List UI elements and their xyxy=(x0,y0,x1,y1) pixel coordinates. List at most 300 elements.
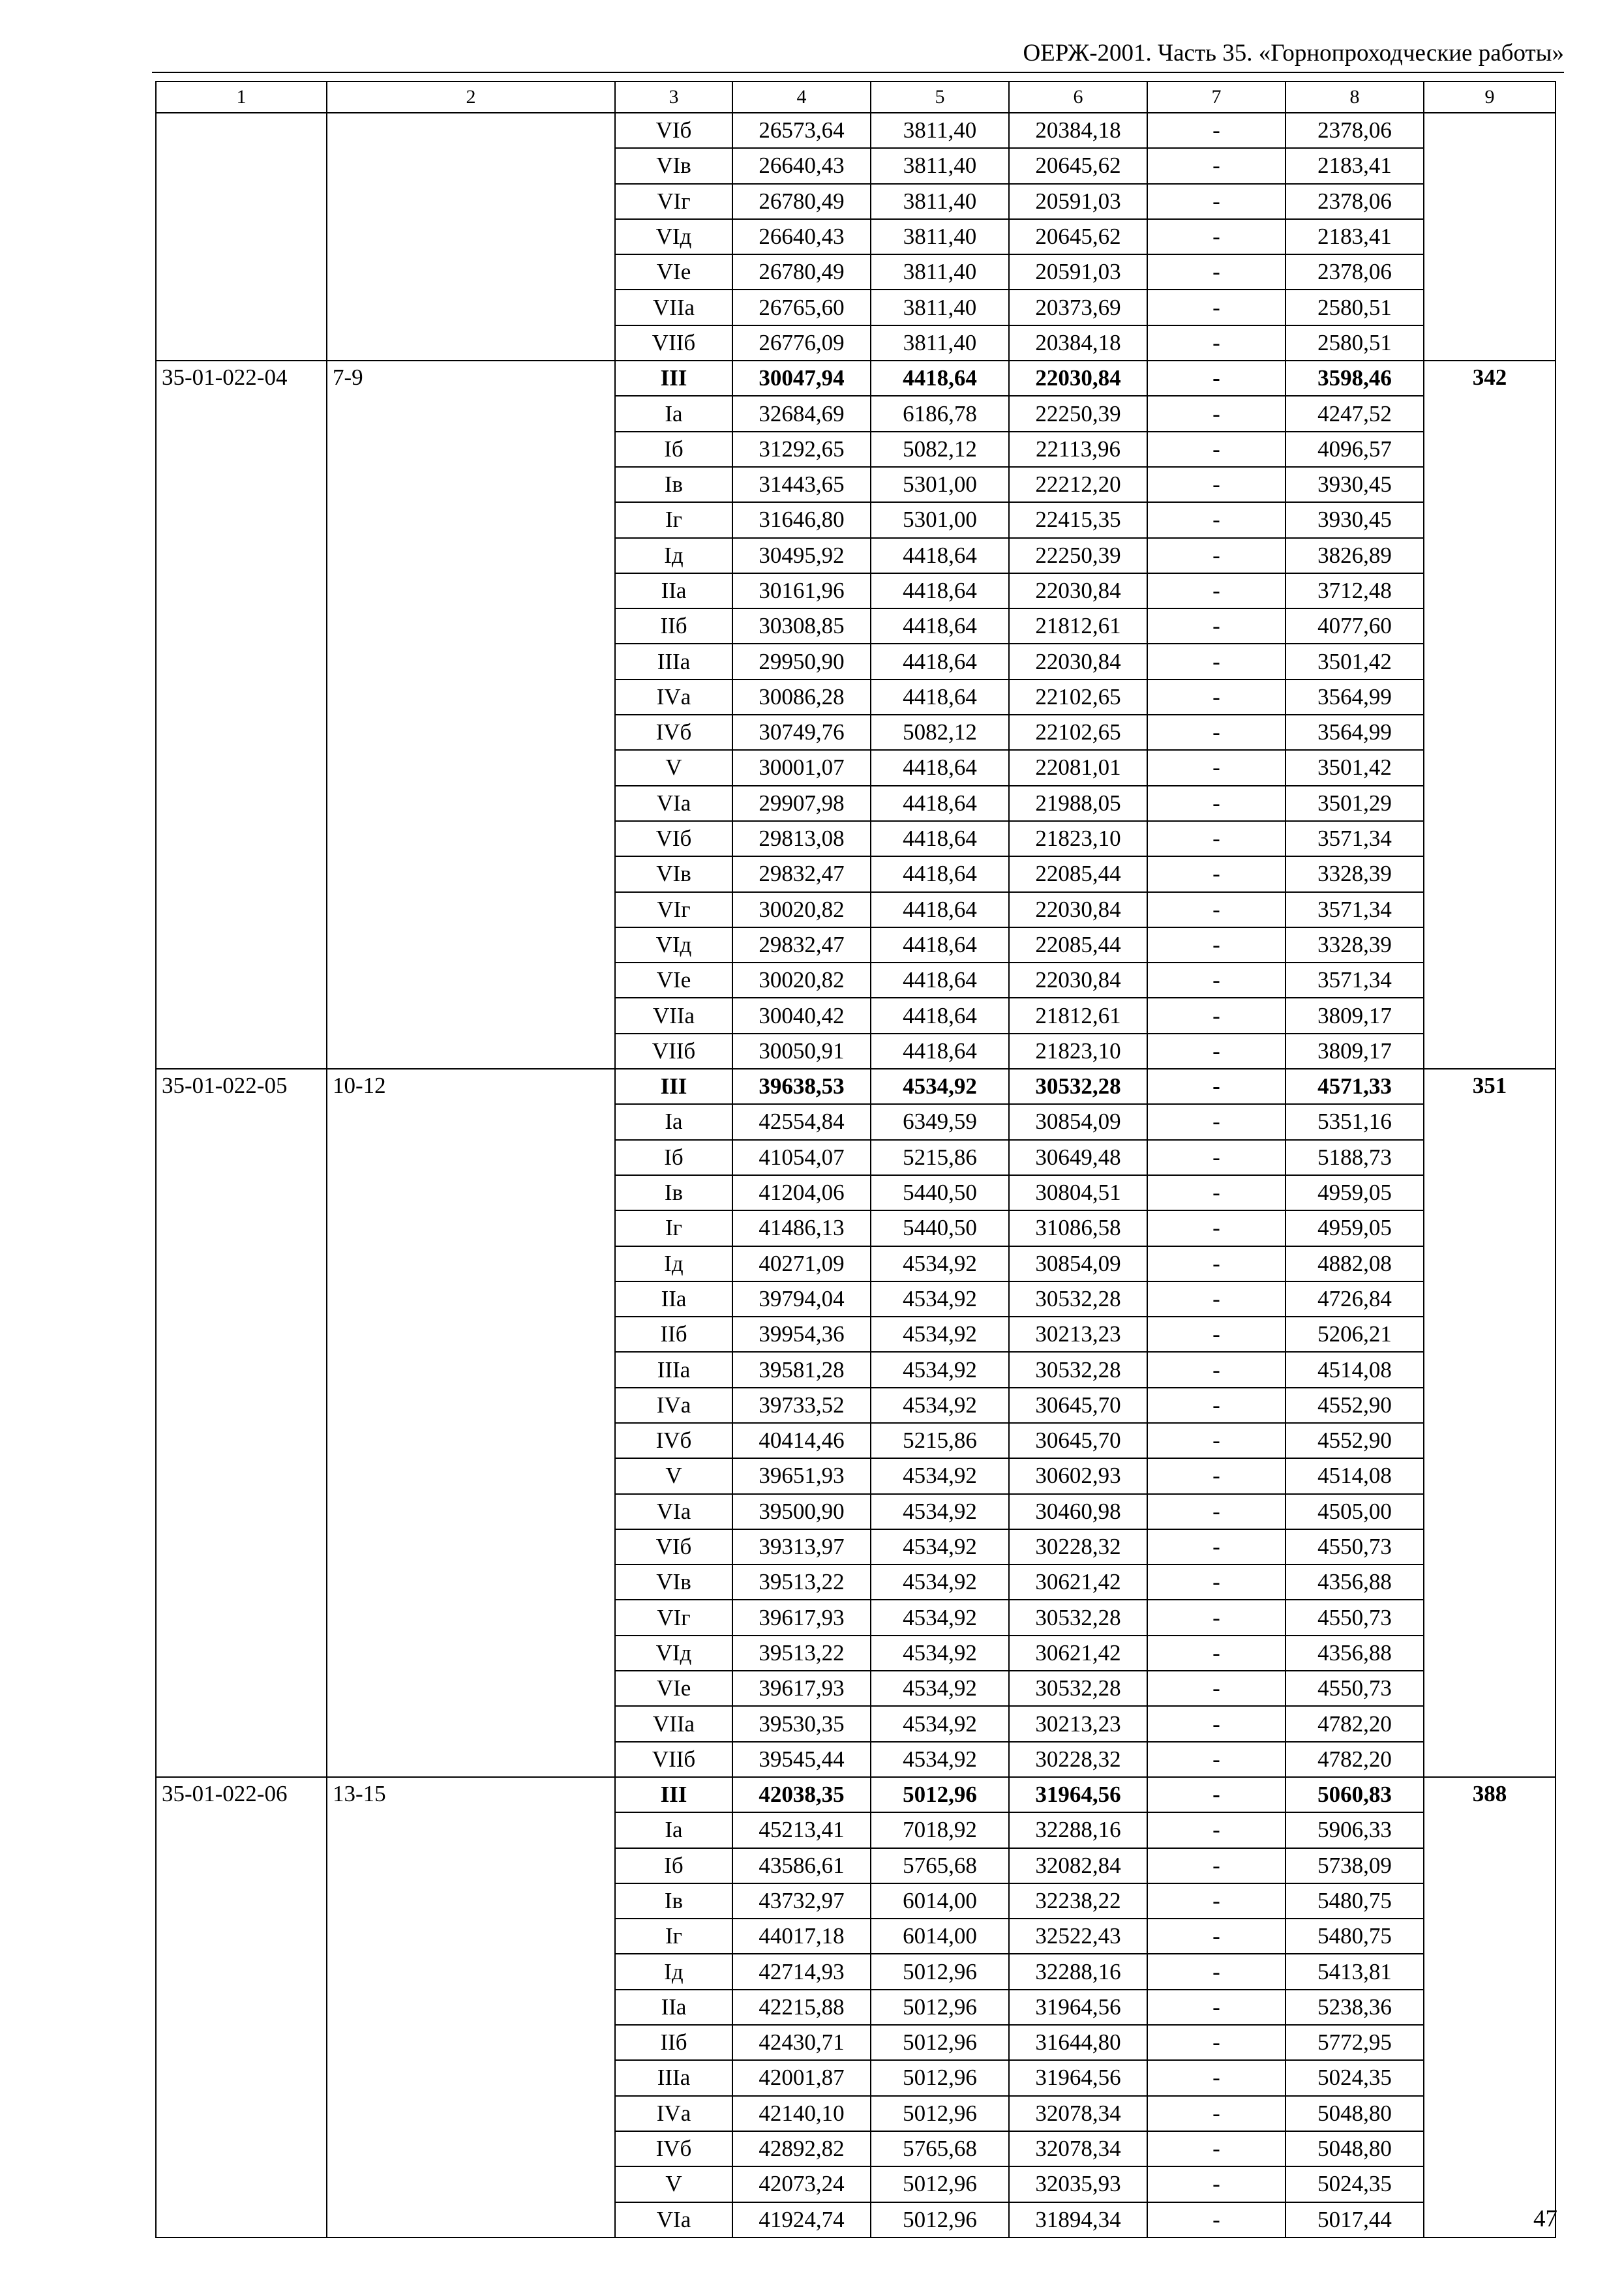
wage-cell: 5012,96 xyxy=(871,1777,1009,1812)
machine-cost-cell: 32288,16 xyxy=(1009,1954,1147,1989)
total-cost-cell: 39530,35 xyxy=(732,1706,871,1741)
zone-cell: VIIа xyxy=(615,290,732,325)
zone-cell: Iа xyxy=(615,396,732,431)
zone-cell: IIб xyxy=(615,2025,732,2060)
total-cost-cell: 42140,10 xyxy=(732,2096,871,2131)
zone-cell: VIб xyxy=(615,1529,732,1564)
wage-cell: 7018,92 xyxy=(871,1812,1009,1848)
zone-cell: VIд xyxy=(615,1636,732,1671)
wage-cell: 5765,68 xyxy=(871,1848,1009,1883)
labor-cell: 4514,08 xyxy=(1286,1352,1424,1387)
machine-cost-cell: 22030,84 xyxy=(1009,892,1147,927)
material-cost-cell: - xyxy=(1147,1564,1286,1600)
zone-cell: IVа xyxy=(615,2096,732,2131)
labor-cell: 3598,46 xyxy=(1286,361,1424,396)
machine-cost-cell: 20591,03 xyxy=(1009,254,1147,290)
labor-cell: 4077,60 xyxy=(1286,608,1424,644)
zone-cell: VIе xyxy=(615,254,732,290)
labor-cell: 5238,36 xyxy=(1286,1990,1424,2025)
zone-cell: IIIа xyxy=(615,644,732,679)
labor-cell: 3809,17 xyxy=(1286,1034,1424,1069)
labor-cell: 3930,45 xyxy=(1286,502,1424,537)
material-cost-cell: - xyxy=(1147,1812,1286,1848)
wage-cell: 4418,64 xyxy=(871,892,1009,927)
norm-code-cell xyxy=(156,113,327,361)
material-cost-cell: - xyxy=(1147,538,1286,573)
material-cost-cell: - xyxy=(1147,927,1286,963)
labor-cell: 5206,21 xyxy=(1286,1317,1424,1352)
zone-cell: IIб xyxy=(615,608,732,644)
material-cost-cell: - xyxy=(1147,2166,1286,2202)
column-number: 5 xyxy=(871,82,1009,113)
total-cost-cell: 45213,41 xyxy=(732,1812,871,1848)
total-cost-cell: 29950,90 xyxy=(732,644,871,679)
total-cost-cell: 39500,90 xyxy=(732,1494,871,1529)
machine-cost-cell: 21823,10 xyxy=(1009,821,1147,856)
page-header-title: ОЕРЖ-2001. Часть 35. «Горнопроходческие работы» xyxy=(1023,40,1564,67)
wage-cell: 3811,40 xyxy=(871,254,1009,290)
total-cost-cell: 39513,22 xyxy=(732,1636,871,1671)
labor-cell: 5048,80 xyxy=(1286,2131,1424,2166)
machine-cost-cell: 20373,69 xyxy=(1009,290,1147,325)
material-cost-cell: - xyxy=(1147,2025,1286,2060)
total-cost-cell: 31292,65 xyxy=(732,432,871,467)
total-cost-cell: 42714,93 xyxy=(732,1954,871,1989)
labor-cell: 3809,17 xyxy=(1286,998,1424,1033)
zone-cell: VIв xyxy=(615,856,732,891)
zone-cell: VIIа xyxy=(615,998,732,1033)
wage-cell: 6186,78 xyxy=(871,396,1009,431)
wage-cell: 3811,40 xyxy=(871,219,1009,254)
labor-cell: 4726,84 xyxy=(1286,1281,1424,1317)
machine-cost-cell: 22081,01 xyxy=(1009,750,1147,785)
zone-cell: VIа xyxy=(615,2202,732,2237)
total-cost-cell: 26765,60 xyxy=(732,290,871,325)
machine-cost-cell: 32035,93 xyxy=(1009,2166,1147,2202)
wage-cell: 5215,86 xyxy=(871,1423,1009,1458)
labor-cell: 3571,34 xyxy=(1286,963,1424,998)
machine-cost-cell: 22102,65 xyxy=(1009,715,1147,750)
zone-cell: IVб xyxy=(615,715,732,750)
wage-cell: 5012,96 xyxy=(871,2060,1009,2095)
machine-cost-cell: 30649,48 xyxy=(1009,1140,1147,1175)
wage-cell: 4418,64 xyxy=(871,856,1009,891)
machine-cost-cell: 22113,96 xyxy=(1009,432,1147,467)
material-cost-cell: - xyxy=(1147,644,1286,679)
zone-cell: VIб xyxy=(615,821,732,856)
machine-cost-cell: 22085,44 xyxy=(1009,856,1147,891)
labor-cell: 4882,08 xyxy=(1286,1246,1424,1281)
total-cost-cell: 29907,98 xyxy=(732,786,871,821)
total-cost-cell: 43586,61 xyxy=(732,1848,871,1883)
wage-cell: 4418,64 xyxy=(871,1034,1009,1069)
zone-cell: VIе xyxy=(615,963,732,998)
total-cost-cell: 42554,84 xyxy=(732,1104,871,1139)
material-cost-cell: - xyxy=(1147,502,1286,537)
wage-cell: 5440,50 xyxy=(871,1210,1009,1246)
zone-cell: VIа xyxy=(615,1494,732,1529)
column-9-cell: 388 xyxy=(1424,1777,1556,2237)
machine-cost-cell: 32078,34 xyxy=(1009,2096,1147,2131)
material-cost-cell: - xyxy=(1147,998,1286,1033)
labor-cell: 5413,81 xyxy=(1286,1954,1424,1989)
zone-cell: VIд xyxy=(615,219,732,254)
header-rule xyxy=(152,72,1564,73)
machine-cost-cell: 32238,22 xyxy=(1009,1883,1147,1919)
machine-cost-cell: 20645,62 xyxy=(1009,219,1147,254)
machine-cost-cell: 21812,61 xyxy=(1009,608,1147,644)
wage-cell: 5012,96 xyxy=(871,2166,1009,2202)
wage-cell: 4418,64 xyxy=(871,644,1009,679)
total-cost-cell: 39794,04 xyxy=(732,1281,871,1317)
machine-cost-cell: 30645,70 xyxy=(1009,1388,1147,1423)
machine-cost-cell: 20384,18 xyxy=(1009,113,1147,148)
material-cost-cell: - xyxy=(1147,1494,1286,1529)
total-cost-cell: 39513,22 xyxy=(732,1564,871,1600)
total-cost-cell: 39651,93 xyxy=(732,1458,871,1493)
labor-cell: 3501,42 xyxy=(1286,750,1424,785)
labor-cell: 4959,05 xyxy=(1286,1210,1424,1246)
wage-cell: 4534,92 xyxy=(871,1564,1009,1600)
machine-cost-cell: 32522,43 xyxy=(1009,1919,1147,1954)
material-cost-cell: - xyxy=(1147,680,1286,715)
labor-cell: 3712,48 xyxy=(1286,573,1424,608)
wage-cell: 6014,00 xyxy=(871,1919,1009,1954)
wage-cell: 4534,92 xyxy=(871,1494,1009,1529)
wage-cell: 5440,50 xyxy=(871,1175,1009,1210)
total-cost-cell: 26640,43 xyxy=(732,219,871,254)
machine-cost-cell: 30645,70 xyxy=(1009,1423,1147,1458)
zone-cell: Iд xyxy=(615,1954,732,1989)
total-cost-cell: 30749,76 xyxy=(732,715,871,750)
zone-cell: VIIа xyxy=(615,1706,732,1741)
machine-cost-cell: 30854,09 xyxy=(1009,1246,1147,1281)
zone-cell: III xyxy=(615,1069,732,1104)
wage-cell: 5012,96 xyxy=(871,2025,1009,2060)
labor-cell: 4247,52 xyxy=(1286,396,1424,431)
total-cost-cell: 29813,08 xyxy=(732,821,871,856)
material-cost-cell: - xyxy=(1147,219,1286,254)
wage-cell: 4534,92 xyxy=(871,1706,1009,1741)
machine-cost-cell: 31644,80 xyxy=(1009,2025,1147,2060)
total-cost-cell: 31646,80 xyxy=(732,502,871,537)
total-cost-cell: 39617,93 xyxy=(732,1600,871,1635)
wage-cell: 3811,40 xyxy=(871,113,1009,148)
zone-cell: Iа xyxy=(615,1104,732,1139)
material-cost-cell: - xyxy=(1147,184,1286,219)
wage-cell: 4534,92 xyxy=(871,1388,1009,1423)
material-cost-cell: - xyxy=(1147,786,1286,821)
zone-cell: VIIб xyxy=(615,1034,732,1069)
machine-cost-cell: 22030,84 xyxy=(1009,361,1147,396)
machine-cost-cell: 22415,35 xyxy=(1009,502,1147,537)
labor-cell: 5351,16 xyxy=(1286,1104,1424,1139)
labor-cell: 5017,44 xyxy=(1286,2202,1424,2237)
machine-cost-cell: 31964,56 xyxy=(1009,2060,1147,2095)
labor-cell: 2378,06 xyxy=(1286,113,1424,148)
total-cost-cell: 39581,28 xyxy=(732,1352,871,1387)
material-cost-cell: - xyxy=(1147,1175,1286,1210)
labor-cell: 5188,73 xyxy=(1286,1140,1424,1175)
zone-cell: Iд xyxy=(615,1246,732,1281)
column-number-row xyxy=(156,82,1556,113)
material-cost-cell: - xyxy=(1147,432,1286,467)
material-cost-cell: - xyxy=(1147,1636,1286,1671)
labor-cell: 3564,99 xyxy=(1286,680,1424,715)
machine-cost-cell: 30532,28 xyxy=(1009,1671,1147,1706)
labor-cell: 4356,88 xyxy=(1286,1564,1424,1600)
zone-cell: Iг xyxy=(615,1919,732,1954)
material-cost-cell: - xyxy=(1147,1069,1286,1104)
zone-cell: Iв xyxy=(615,1175,732,1210)
total-cost-cell: 39313,97 xyxy=(732,1529,871,1564)
column-number: 2 xyxy=(327,82,615,113)
material-cost-cell: - xyxy=(1147,1352,1286,1387)
total-cost-cell: 26776,09 xyxy=(732,325,871,361)
zone-cell: IIIа xyxy=(615,2060,732,2095)
wage-cell: 4418,64 xyxy=(871,538,1009,573)
table-row xyxy=(156,1777,1556,1812)
material-cost-cell: - xyxy=(1147,1104,1286,1139)
machine-cost-cell: 22030,84 xyxy=(1009,644,1147,679)
column-number: 6 xyxy=(1009,82,1147,113)
material-cost-cell: - xyxy=(1147,892,1286,927)
column-number: 9 xyxy=(1424,82,1556,113)
total-cost-cell: 30001,07 xyxy=(732,750,871,785)
total-cost-cell: 30020,82 xyxy=(732,963,871,998)
machine-cost-cell: 22250,39 xyxy=(1009,396,1147,431)
wage-cell: 4418,64 xyxy=(871,821,1009,856)
total-cost-cell: 31443,65 xyxy=(732,467,871,502)
labor-cell: 2183,41 xyxy=(1286,219,1424,254)
zone-cell: Iб xyxy=(615,432,732,467)
labor-cell: 3564,99 xyxy=(1286,715,1424,750)
machine-cost-cell: 22250,39 xyxy=(1009,538,1147,573)
column-number: 8 xyxy=(1286,82,1424,113)
zone-cell: VIа xyxy=(615,786,732,821)
total-cost-cell: 29832,47 xyxy=(732,856,871,891)
wage-cell: 5012,96 xyxy=(871,1990,1009,2025)
zone-cell: IIа xyxy=(615,1990,732,2025)
labor-cell: 4571,33 xyxy=(1286,1069,1424,1104)
table-row xyxy=(156,1069,1556,1104)
total-cost-cell: 41054,07 xyxy=(732,1140,871,1175)
wage-cell: 5012,96 xyxy=(871,2096,1009,2131)
machine-cost-cell: 30621,42 xyxy=(1009,1564,1147,1600)
material-cost-cell: - xyxy=(1147,1317,1286,1352)
material-cost-cell: - xyxy=(1147,1388,1286,1423)
table-row xyxy=(156,361,1556,396)
wage-cell: 5082,12 xyxy=(871,432,1009,467)
wage-cell: 3811,40 xyxy=(871,325,1009,361)
wage-cell: 3811,40 xyxy=(871,290,1009,325)
machine-cost-cell: 32078,34 xyxy=(1009,2131,1147,2166)
labor-cell: 4959,05 xyxy=(1286,1175,1424,1210)
range-cell xyxy=(327,113,615,361)
machine-cost-cell: 20384,18 xyxy=(1009,325,1147,361)
zone-cell: IIа xyxy=(615,1281,732,1317)
material-cost-cell: - xyxy=(1147,750,1286,785)
total-cost-cell: 42215,88 xyxy=(732,1990,871,2025)
material-cost-cell: - xyxy=(1147,1281,1286,1317)
labor-cell: 5906,33 xyxy=(1286,1812,1424,1848)
labor-cell: 3328,39 xyxy=(1286,856,1424,891)
wage-cell: 4418,64 xyxy=(871,608,1009,644)
column-9-cell: 351 xyxy=(1424,1069,1556,1777)
material-cost-cell: - xyxy=(1147,573,1286,608)
norm-code-cell: 35-01-022-04 xyxy=(156,361,327,1069)
total-cost-cell: 41204,06 xyxy=(732,1175,871,1210)
wage-cell: 5301,00 xyxy=(871,502,1009,537)
machine-cost-cell: 22030,84 xyxy=(1009,573,1147,608)
zone-cell: VIIб xyxy=(615,1742,732,1777)
zone-cell: V xyxy=(615,2166,732,2202)
material-cost-cell: - xyxy=(1147,1140,1286,1175)
table-body xyxy=(156,82,1556,2237)
column-9-cell xyxy=(1424,113,1556,361)
zone-cell: IVа xyxy=(615,680,732,715)
machine-cost-cell: 32288,16 xyxy=(1009,1812,1147,1848)
labor-cell: 3930,45 xyxy=(1286,467,1424,502)
material-cost-cell: - xyxy=(1147,254,1286,290)
machine-cost-cell: 30602,93 xyxy=(1009,1458,1147,1493)
material-cost-cell: - xyxy=(1147,1458,1286,1493)
machine-cost-cell: 30621,42 xyxy=(1009,1636,1147,1671)
total-cost-cell: 40414,46 xyxy=(732,1423,871,1458)
zone-cell: VIг xyxy=(615,184,732,219)
zone-cell: Iв xyxy=(615,467,732,502)
wage-cell: 3811,40 xyxy=(871,148,1009,183)
material-cost-cell: - xyxy=(1147,467,1286,502)
machine-cost-cell: 30460,98 xyxy=(1009,1494,1147,1529)
wage-cell: 4418,64 xyxy=(871,786,1009,821)
material-cost-cell: - xyxy=(1147,113,1286,148)
zone-cell: VIе xyxy=(615,1671,732,1706)
total-cost-cell: 42038,35 xyxy=(732,1777,871,1812)
zone-cell: Iв xyxy=(615,1883,732,1919)
total-cost-cell: 40271,09 xyxy=(732,1246,871,1281)
machine-cost-cell: 31964,56 xyxy=(1009,1777,1147,1812)
total-cost-cell: 43732,97 xyxy=(732,1883,871,1919)
zone-cell: Iа xyxy=(615,1812,732,1848)
zone-cell: III xyxy=(615,361,732,396)
total-cost-cell: 41486,13 xyxy=(732,1210,871,1246)
material-cost-cell: - xyxy=(1147,2202,1286,2237)
range-cell: 10-12 xyxy=(327,1069,615,1777)
total-cost-cell: 30086,28 xyxy=(732,680,871,715)
material-cost-cell: - xyxy=(1147,1210,1286,1246)
table-row xyxy=(156,113,1556,148)
total-cost-cell: 30040,42 xyxy=(732,998,871,1033)
labor-cell: 2378,06 xyxy=(1286,184,1424,219)
labor-cell: 4550,73 xyxy=(1286,1671,1424,1706)
zone-cell: IVб xyxy=(615,1423,732,1458)
wage-cell: 4534,92 xyxy=(871,1069,1009,1104)
labor-cell: 3328,39 xyxy=(1286,927,1424,963)
material-cost-cell: - xyxy=(1147,1954,1286,1989)
zone-cell: Iг xyxy=(615,1210,732,1246)
labor-cell: 5024,35 xyxy=(1286,2166,1424,2202)
zone-cell: VIд xyxy=(615,927,732,963)
machine-cost-cell: 32082,84 xyxy=(1009,1848,1147,1883)
material-cost-cell: - xyxy=(1147,2060,1286,2095)
material-cost-cell: - xyxy=(1147,1848,1286,1883)
machine-cost-cell: 30228,32 xyxy=(1009,1742,1147,1777)
zone-cell: IVб xyxy=(615,2131,732,2166)
wage-cell: 5765,68 xyxy=(871,2131,1009,2166)
norm-code-cell: 35-01-022-06 xyxy=(156,1777,327,2237)
material-cost-cell: - xyxy=(1147,2131,1286,2166)
wage-cell: 5301,00 xyxy=(871,467,1009,502)
machine-cost-cell: 21988,05 xyxy=(1009,786,1147,821)
machine-cost-cell: 30532,28 xyxy=(1009,1069,1147,1104)
zone-cell: Iд xyxy=(615,538,732,573)
material-cost-cell: - xyxy=(1147,1600,1286,1635)
total-cost-cell: 30020,82 xyxy=(732,892,871,927)
labor-cell: 5772,95 xyxy=(1286,2025,1424,2060)
wage-cell: 4534,92 xyxy=(871,1352,1009,1387)
material-cost-cell: - xyxy=(1147,715,1286,750)
machine-cost-cell: 30854,09 xyxy=(1009,1104,1147,1139)
wage-cell: 4418,64 xyxy=(871,750,1009,785)
total-cost-cell: 30161,96 xyxy=(732,573,871,608)
labor-cell: 3571,34 xyxy=(1286,892,1424,927)
labor-cell: 3571,34 xyxy=(1286,821,1424,856)
wage-cell: 4534,92 xyxy=(871,1281,1009,1317)
wage-cell: 4534,92 xyxy=(871,1671,1009,1706)
labor-cell: 3501,42 xyxy=(1286,644,1424,679)
labor-cell: 5048,80 xyxy=(1286,2096,1424,2131)
material-cost-cell: - xyxy=(1147,361,1286,396)
zone-cell: VIг xyxy=(615,1600,732,1635)
zone-cell: IIа xyxy=(615,573,732,608)
total-cost-cell: 30495,92 xyxy=(732,538,871,573)
machine-cost-cell: 20645,62 xyxy=(1009,148,1147,183)
machine-cost-cell: 22030,84 xyxy=(1009,963,1147,998)
zone-cell: IIIа xyxy=(615,1352,732,1387)
wage-cell: 4418,64 xyxy=(871,963,1009,998)
zone-cell: Iг xyxy=(615,502,732,537)
total-cost-cell: 30050,91 xyxy=(732,1034,871,1069)
norm-code-cell: 35-01-022-05 xyxy=(156,1069,327,1777)
wage-cell: 4418,64 xyxy=(871,927,1009,963)
total-cost-cell: 39545,44 xyxy=(732,1742,871,1777)
labor-cell: 3826,89 xyxy=(1286,538,1424,573)
zone-cell: VIв xyxy=(615,148,732,183)
material-cost-cell: - xyxy=(1147,856,1286,891)
wage-cell: 4534,92 xyxy=(871,1636,1009,1671)
zone-cell: III xyxy=(615,1777,732,1812)
total-cost-cell: 39733,52 xyxy=(732,1388,871,1423)
wage-cell: 5082,12 xyxy=(871,715,1009,750)
material-cost-cell: - xyxy=(1147,1423,1286,1458)
labor-cell: 5480,75 xyxy=(1286,1883,1424,1919)
zone-cell: Iб xyxy=(615,1140,732,1175)
wage-cell: 5215,86 xyxy=(871,1140,1009,1175)
total-cost-cell: 42892,82 xyxy=(732,2131,871,2166)
wage-cell: 6349,59 xyxy=(871,1104,1009,1139)
machine-cost-cell: 30213,23 xyxy=(1009,1706,1147,1741)
total-cost-cell: 39638,53 xyxy=(732,1069,871,1104)
material-cost-cell: - xyxy=(1147,1990,1286,2025)
wage-cell: 4534,92 xyxy=(871,1246,1009,1281)
labor-cell: 4782,20 xyxy=(1286,1742,1424,1777)
wage-cell: 4418,64 xyxy=(871,680,1009,715)
machine-cost-cell: 30228,32 xyxy=(1009,1529,1147,1564)
material-cost-cell: - xyxy=(1147,1777,1286,1812)
column-number: 7 xyxy=(1147,82,1286,113)
total-cost-cell: 39617,93 xyxy=(732,1671,871,1706)
